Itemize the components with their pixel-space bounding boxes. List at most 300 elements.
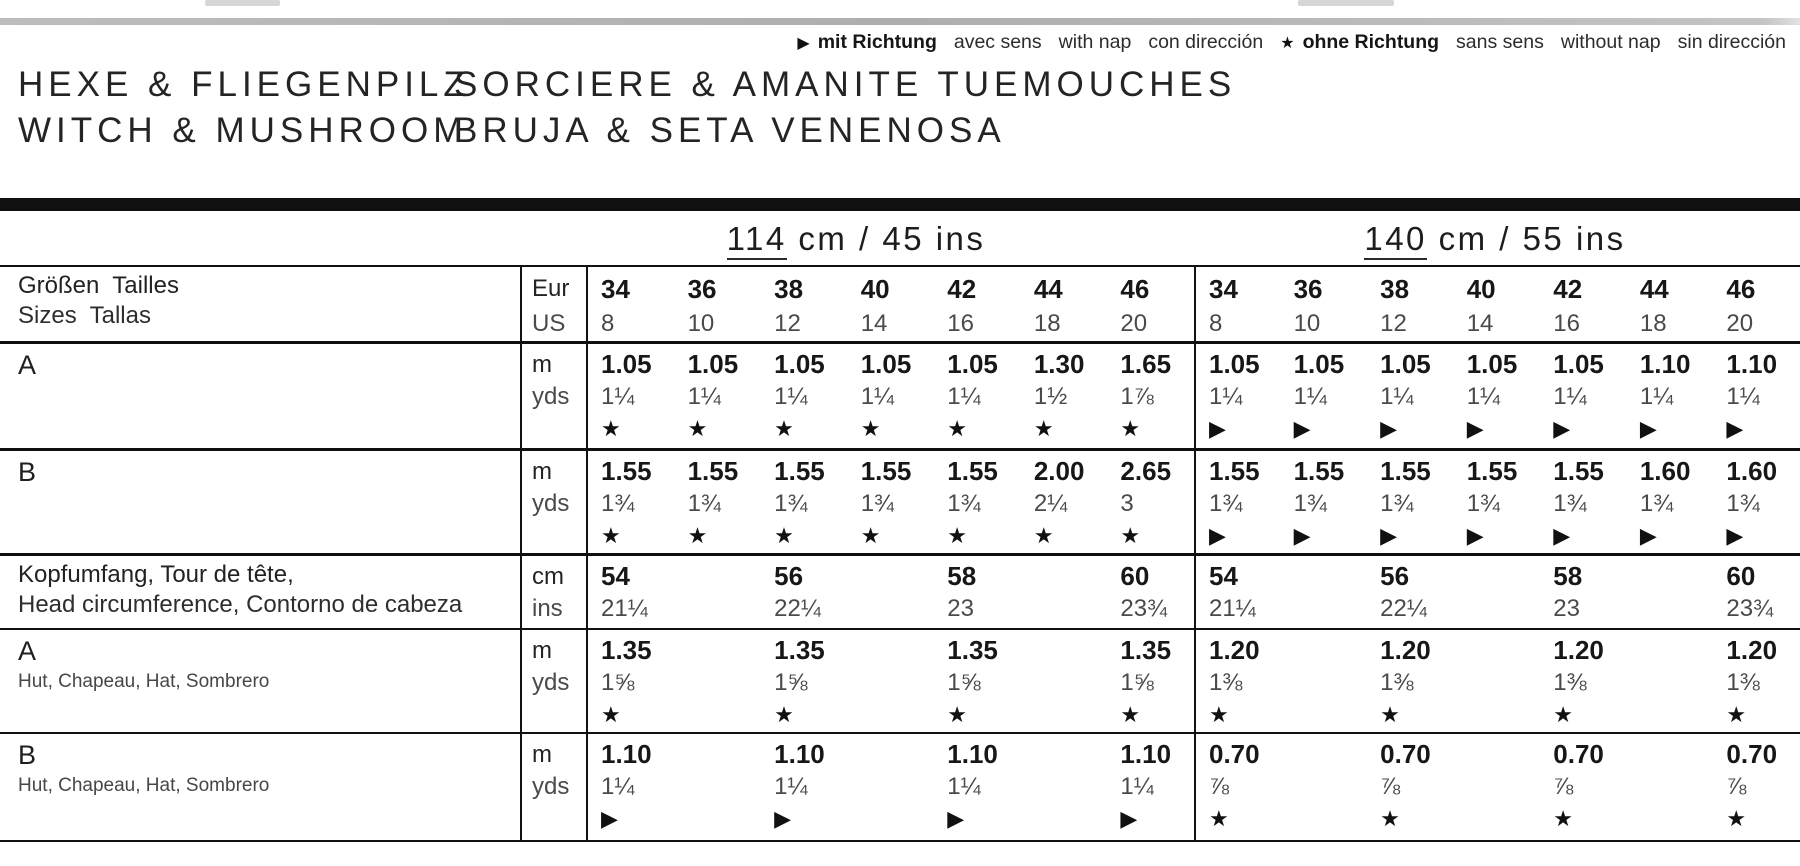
with-nap-triangle-icon: ▶ [1553,416,1571,441]
imperial-value: 23 [1553,595,1580,622]
eur-size: 42 [947,274,977,304]
value-cell [1281,556,1368,628]
with-nap-triangle-icon: ▶ [1293,416,1311,441]
eur-size: 38 [1380,274,1410,304]
row-label [0,344,520,448]
value-cell [588,630,675,732]
metric-value: 1.10 [1726,349,1778,379]
without-nap-star-icon: ★ [1553,702,1574,727]
value-cell [675,344,762,448]
size-label-line2: Sizes Tallas [18,302,151,329]
value-cell [1454,630,1541,732]
size-labels [0,267,520,341]
imperial-value: 1¼ [601,383,635,410]
value-cell [1627,630,1714,732]
size-cell [1367,267,1454,341]
imperial-value: 23¾ [1120,595,1168,622]
with-nap-triangle-icon: ▶ [1380,523,1398,548]
value-cell [1107,734,1194,840]
metric-value: 0.70 [1208,739,1260,769]
value-cell [848,451,935,553]
imperial-value: 1¾ [687,490,721,517]
value-cell [1454,734,1541,840]
imperial-value: 1¾ [1208,490,1243,517]
metric-value: 1.55 [860,456,912,486]
imperial-value: 1¼ [860,383,895,410]
value-cell [675,734,762,840]
unit-imperial: yds [532,669,570,696]
metric-value: 1.05 [601,349,652,379]
without-nap-star-icon: ★ [1033,523,1054,548]
imperial-value: 1¾ [1466,490,1501,517]
without-nap-star-icon: ★ [1120,416,1141,441]
unit-eur: Eur [532,275,570,302]
imperial-value: ⅞ [1380,773,1401,800]
with-nap-triangle-icon: ▶ [1639,523,1657,548]
imperial-value: 1⅜ [1726,669,1760,696]
value-cell [1021,556,1108,628]
metric-value: 1.55 [1553,456,1604,486]
metric-value: 1.05 [860,349,912,379]
without-nap-star-icon: ★ [1380,702,1400,727]
metric-value: 1.20 [1553,635,1604,665]
without-nap-star-icon: ★ [947,523,968,548]
imperial-value: 1⅝ [601,669,635,696]
metric-value: 1.35 [947,635,998,665]
metric-value: 1.05 [947,349,998,379]
imperial-value: 1⅜ [1380,669,1414,696]
without-nap-term-de: ohne Richtung [1302,31,1440,53]
imperial-value: 1⅝ [774,669,808,696]
value-cell [1454,344,1541,448]
value-cell [1194,734,1281,840]
without-nap-star-icon: ★ [947,416,968,441]
metric-value: 60 [1120,561,1150,591]
value-cell [934,630,1021,732]
imperial-value: 22¼ [1380,595,1427,622]
unit-metric: m [532,458,552,485]
row-label [0,556,520,628]
eur-size: 34 [1208,274,1238,304]
value-cell [1454,451,1541,553]
eur-size: 36 [687,274,717,304]
value-cell [1627,734,1714,840]
table-row [0,451,1800,556]
imperial-value: 23¾ [1726,595,1774,622]
with-nap-triangle-icon: ▶ [601,806,618,831]
value-cell [675,630,762,732]
without-nap-star-icon: ★ [687,523,708,548]
with-nap-item [797,31,936,54]
value-cell [848,556,935,628]
value-cell [1194,344,1281,448]
value-cell [1281,734,1368,840]
value-cell [1713,630,1800,732]
imperial-value: 1¼ [947,773,981,800]
imperial-value: 1¾ [601,490,635,517]
size-cell [848,267,935,341]
value-cell [588,344,675,448]
metric-value: 1.35 [774,635,825,665]
imperial-value: 1⅜ [1553,669,1587,696]
value-cell [848,734,935,840]
value-cell [1627,556,1714,628]
view-label: Kopfumfang, Tour de tête, [18,561,294,588]
value-cell [934,344,1021,448]
title-en: WITCH & MUSHROOM [18,111,468,150]
without-nap-star-icon: ★ [687,416,708,441]
imperial-value: 1¼ [1208,383,1243,410]
fabric-width-number: 114 [727,220,787,260]
us-size: 12 [1380,310,1407,337]
us-size: 16 [1553,310,1580,337]
without-nap-term-fr: sans sens [1456,31,1544,53]
value-cell [675,451,762,553]
metric-value: 1.10 [774,739,825,769]
imperial-value: ⅞ [1553,773,1574,800]
view-sublabel: Hut, Chapeau, Hat, Sombrero [18,671,270,692]
size-cell [1454,267,1541,341]
metric-value: 1.05 [774,349,825,379]
value-cell [761,630,848,732]
metric-value: 58 [947,561,977,591]
imperial-value: 22¼ [774,595,821,622]
without-nap-star-icon: ★ [947,702,968,727]
fabric-width-header-114 [522,220,1190,258]
eur-size: 44 [1639,274,1669,304]
imperial-value: 1¾ [774,490,808,517]
metric-value: 1.55 [1380,456,1431,486]
value-cell [761,734,848,840]
without-nap-star-icon: ★ [774,416,794,441]
size-cell [588,267,675,341]
with-nap-triangle-icon: ▶ [1293,523,1311,548]
us-size: 8 [1208,310,1223,337]
imperial-value: 1¾ [1726,490,1760,517]
eur-size: 46 [1120,274,1150,304]
metric-value: 1.55 [1466,456,1518,486]
metric-value: 1.20 [1380,635,1431,665]
imperial-value: 1¾ [947,490,981,517]
row-label [0,734,520,840]
top-divider-bar [0,18,1800,25]
metric-value: 1.55 [774,456,825,486]
without-nap-star-icon: ★ [1280,35,1295,52]
view-label-line2: Head circumference, Contorno de cabeza [18,591,463,618]
imperial-value: 1¼ [1466,383,1501,410]
view-label: B [18,740,37,770]
metric-value: 1.35 [1120,635,1172,665]
value-cell [1107,344,1194,448]
nap-legend [797,31,1786,54]
imperial-value: 1¼ [1553,383,1587,410]
with-nap-triangle-icon: ▶ [1639,416,1657,441]
unit-imperial: ins [532,595,563,622]
metric-value: 1.55 [687,456,739,486]
imperial-value: 1⅜ [1208,669,1243,696]
us-size: 20 [1120,310,1148,337]
imperial-value: ⅞ [1208,773,1229,800]
fabric-width-headers [0,212,1800,265]
imperial-value: 23 [947,595,974,622]
view-label: B [18,457,37,487]
metric-value: 1.55 [947,456,998,486]
us-size: 8 [601,310,615,337]
us-size: 20 [1726,310,1754,337]
size-cell [1107,267,1194,341]
without-nap-star-icon: ★ [601,523,621,548]
imperial-value: 21¼ [1208,595,1256,622]
value-cell [1454,556,1541,628]
value-cell [1021,630,1108,732]
value-cell [1713,734,1800,840]
unit-metric: m [532,741,552,768]
value-cell [1021,344,1108,448]
metric-value: 1.05 [1466,349,1518,379]
title-fr: SORCIERE & AMANITE TUEMOUCHES [454,65,1237,104]
metric-value: 1.05 [1380,349,1431,379]
without-nap-star-icon: ★ [860,523,881,548]
metric-value: 60 [1726,561,1756,591]
us-size: 14 [860,310,888,337]
view-label: A [18,350,37,380]
with-nap-term-de: mit Richtung [817,31,937,53]
size-cell [1021,267,1108,341]
without-nap-star-icon: ★ [1208,806,1229,831]
without-nap-item [1280,31,1439,54]
metric-value: 1.60 [1726,456,1778,486]
us-size: 10 [1293,310,1321,337]
size-cell [934,267,1021,341]
value-cell [1540,344,1627,448]
value-cell [1107,556,1194,628]
eur-size: 46 [1726,274,1756,304]
metric-value: 54 [601,561,630,591]
unit-us: US [532,310,566,337]
without-nap-star-icon: ★ [774,523,794,548]
imperial-value: 2¼ [1033,490,1068,517]
metric-value: 1.05 [1208,349,1260,379]
imperial-value: 1¼ [1726,383,1760,410]
metric-value: 1.10 [601,739,652,769]
pattern-title [18,64,1236,152]
unit-labels [520,556,588,628]
imperial-value: 1¼ [1639,383,1674,410]
imperial-value: 1¾ [1639,490,1674,517]
metric-value: 2.00 [1033,456,1085,486]
size-cell [761,267,848,341]
with-nap-triangle-icon: ▶ [1380,416,1398,441]
without-nap-star-icon: ★ [1120,702,1141,727]
value-cell [1281,344,1368,448]
value-cell [588,451,675,553]
fabric-width-header-140 [1190,220,1800,258]
metric-value: 0.70 [1726,739,1778,769]
row-label [0,630,520,732]
size-label-line1: Größen Tailles [18,272,179,299]
imperial-value: 1¼ [774,383,808,410]
imperial-value: 21¼ [601,595,648,622]
with-nap-triangle-icon: ▶ [1120,806,1138,831]
with-nap-triangle-icon: ▶ [1466,416,1484,441]
with-nap-triangle-icon: ▶ [1726,523,1744,548]
value-cell [934,451,1021,553]
view-sublabel: Hut, Chapeau, Hat, Sombrero [18,775,270,796]
metric-value: 1.20 [1208,635,1260,665]
size-cell [1194,267,1281,341]
with-nap-term-es: con dirección [1148,31,1264,53]
size-header-row [0,267,1800,344]
yardage-table [0,265,1800,842]
imperial-value: 3 [1120,490,1134,517]
value-cell [588,556,675,628]
value-cell [1021,734,1108,840]
metric-value: 58 [1553,561,1583,591]
value-cell [1194,451,1281,553]
fabric-width-units: cm / 45 ins [786,219,986,257]
imperial-value: 1¼ [601,773,635,800]
eur-size: 36 [1293,274,1323,304]
imperial-value: ⅞ [1726,773,1747,800]
metric-value: 1.10 [1639,349,1691,379]
title-de: HEXE & FLIEGENPILZ [18,65,470,104]
metric-value: 56 [1380,561,1410,591]
metric-value: 56 [774,561,804,591]
title-es: BRUJA & SETA VENENOSA [454,111,1006,150]
value-cell [588,734,675,840]
us-size: 16 [947,310,974,337]
fabric-width-number: 140 [1364,220,1427,260]
value-cell [1107,630,1194,732]
value-cell [1540,451,1627,553]
value-cell [1627,344,1714,448]
size-unit-labels [520,267,588,341]
with-nap-term-fr: avec sens [953,31,1042,53]
with-nap-triangle-icon: ▶ [1726,416,1744,441]
fabric-width-units: cm / 55 ins [1426,219,1626,257]
metric-value: 1.55 [1293,456,1345,486]
imperial-value: 1½ [1033,383,1068,410]
size-cell [1713,267,1800,341]
metric-value: 2.65 [1120,456,1172,486]
metric-value: 1.30 [1033,349,1085,379]
view-label: A [18,636,37,666]
eur-size: 34 [601,274,630,304]
cropped-text-artifact [205,0,280,6]
value-cell [1367,344,1454,448]
table-row [0,734,1800,842]
with-nap-triangle-icon: ▶ [1208,416,1226,441]
imperial-value: 1¼ [1293,383,1327,410]
cropped-text-artifact [1298,0,1394,6]
value-cell [934,734,1021,840]
metric-value: 1.10 [1120,739,1172,769]
us-size: 18 [1639,310,1667,337]
value-cell [1713,344,1800,448]
value-cell [1627,451,1714,553]
imperial-value: 1¼ [1120,773,1154,800]
without-nap-star-icon: ★ [601,416,621,441]
unit-metric: m [532,351,552,378]
metric-value: 1.55 [1208,456,1260,486]
with-nap-triangle-icon: ▶ [797,35,810,52]
value-cell [1281,451,1368,553]
imperial-value: 1¼ [1380,383,1414,410]
table-row [0,556,1800,630]
size-cell [1627,267,1714,341]
metric-value: 1.35 [601,635,652,665]
eur-size: 44 [1033,274,1063,304]
without-nap-star-icon: ★ [1208,702,1229,727]
row-label [0,451,520,553]
value-cell [848,630,935,732]
without-nap-star-icon: ★ [1033,416,1054,441]
without-nap-star-icon: ★ [860,416,881,441]
unit-metric: m [532,637,552,664]
imperial-value: 1¾ [1380,490,1414,517]
imperial-value: 1¼ [947,383,981,410]
without-nap-star-icon: ★ [1553,806,1574,831]
value-cell [1367,630,1454,732]
size-cell [1281,267,1368,341]
unit-labels [520,734,588,840]
us-size: 12 [774,310,801,337]
size-cell [1540,267,1627,341]
value-cell [1540,556,1627,628]
eur-size: 42 [1553,274,1583,304]
unit-metric: cm [532,563,564,590]
value-cell [761,556,848,628]
unit-imperial: yds [532,773,570,800]
imperial-value: 1⅝ [947,669,981,696]
value-cell [675,556,762,628]
imperial-value: 1¼ [774,773,808,800]
table-row [0,344,1800,451]
unit-labels [520,344,588,448]
unit-imperial: yds [532,490,570,517]
value-cell [761,451,848,553]
title-divider-bar [0,198,1800,211]
without-nap-star-icon: ★ [1726,702,1747,727]
with-nap-triangle-icon: ▶ [947,806,965,831]
without-nap-term-es: sin dirección [1677,31,1786,53]
unit-imperial: yds [532,383,570,410]
unit-labels [520,451,588,553]
metric-value: 54 [1208,561,1238,591]
without-nap-star-icon: ★ [601,702,621,727]
value-cell [1713,451,1800,553]
value-cell [1107,451,1194,553]
imperial-value: 1¾ [860,490,895,517]
metric-value: 1.05 [687,349,739,379]
value-cell [1540,734,1627,840]
us-size: 14 [1466,310,1494,337]
value-cell [934,556,1021,628]
imperial-value: 1⅝ [1120,669,1154,696]
with-nap-triangle-icon: ▶ [1208,523,1226,548]
value-cell [1021,451,1108,553]
eur-size: 40 [860,274,890,304]
without-nap-star-icon: ★ [1380,806,1400,831]
value-cell [1540,630,1627,732]
value-cell [1367,734,1454,840]
metric-value: 1.65 [1120,349,1172,379]
unit-labels [520,630,588,732]
metric-value: 1.60 [1639,456,1691,486]
without-nap-term-en: without nap [1560,31,1661,53]
metric-value: 1.05 [1293,349,1345,379]
without-nap-star-icon: ★ [774,702,794,727]
